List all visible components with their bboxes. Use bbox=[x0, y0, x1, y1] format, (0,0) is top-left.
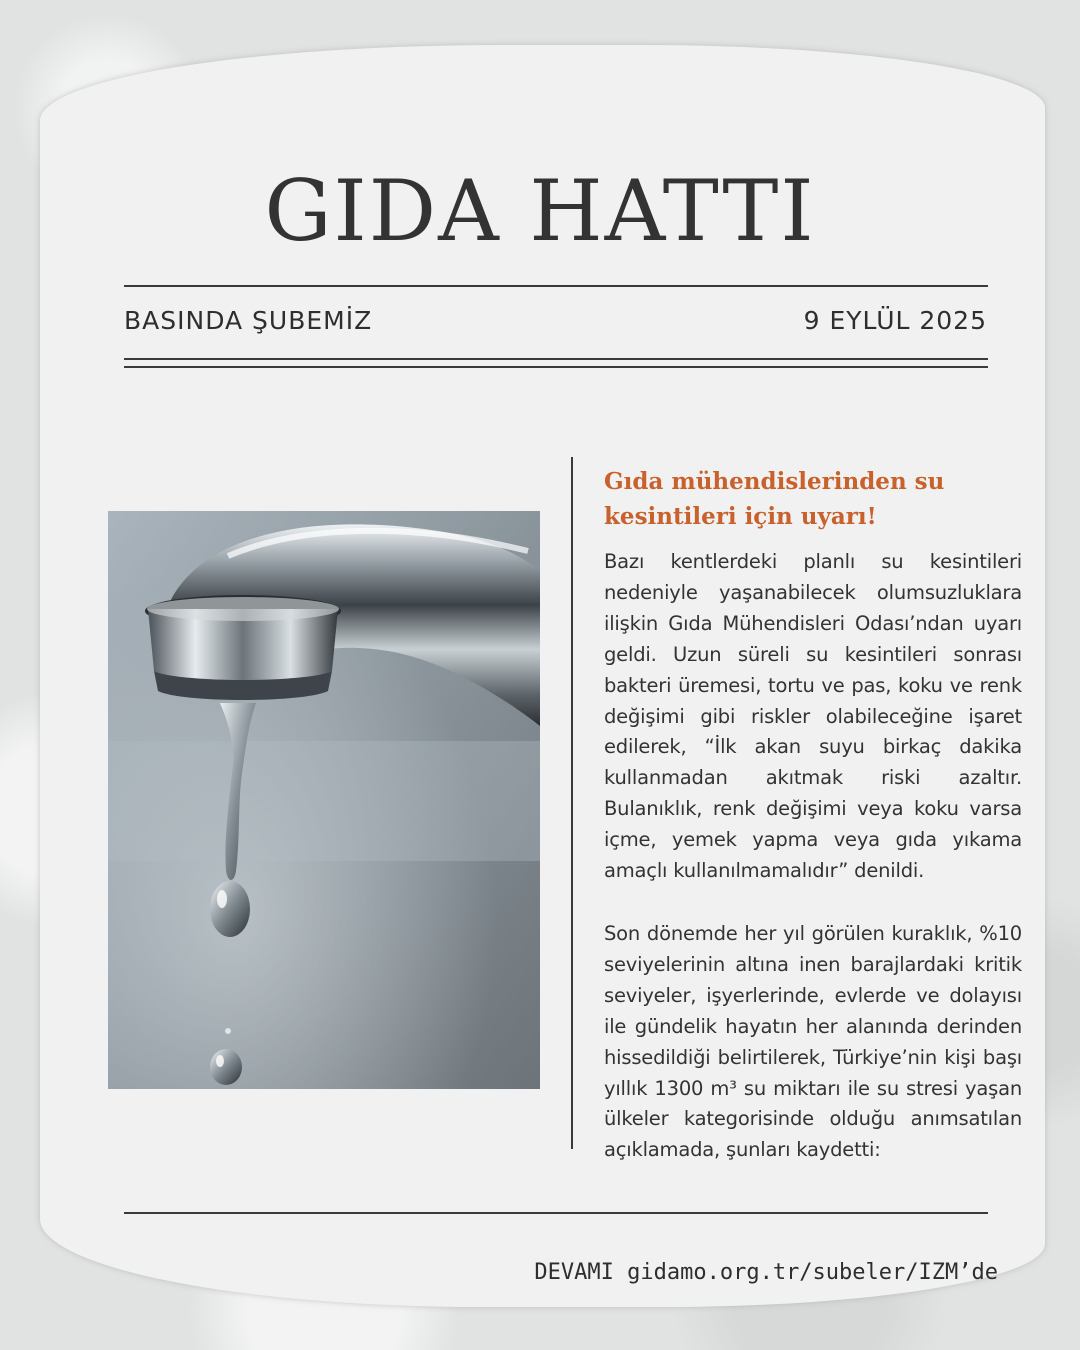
article-paragraph-1: Bazı kentlerdeki planlı su kesintileri nedeniyle yaşanabilecek olumsuzluklara ilişkin Gıda Mühendisleri Odası’ndan uyarı geldi. Uzun süreli su kesintileri sonrası bakteri üremesi, tortu ve pas, koku ve renk değişimi gibi riskler olabileceğine işaret edilerek, “İlk akan suyu birkaç dakika kullanmadan akıtmak riski azaltır. Bulanıklık, renk değişimi veya koku varsa içme, yemek yapma veya gıda yıkama amaçlı kullanılmamalıdır” denildi. bbox=[604, 550, 1022, 883]
masthead-bottom-rule-2 bbox=[124, 366, 988, 368]
continue-reading-link[interactable]: DEVAMI gidamo.org.tr/subeler/IZM’de bbox=[534, 1260, 998, 1285]
masthead-bottom-rule-1 bbox=[124, 358, 988, 360]
article-headline: Gıda mühendislerinden su kesintileri için uyarı! bbox=[604, 468, 945, 530]
footer-rule bbox=[124, 1212, 988, 1214]
column-divider bbox=[571, 457, 573, 1149]
section-label: BASINDA ŞUBEMİZ bbox=[124, 306, 373, 335]
masthead-top-rule bbox=[124, 285, 988, 287]
faucet-dripping-water-photo bbox=[108, 511, 540, 1089]
article-paragraph-2: Son dönemde her yıl görülen kuraklık, %10 seviyelerinin altına inen barajlardaki kritik seviyeler, işyerlerinde, evlerde ve dolayısı ile gündelik hayatın her alanında derinden hissedildiği belirtilerek, Türkiye’nin kişi başı yıllık 1300 m³ su miktarı ile su stresi yaşan ülkeler kategorisinde olduğu anımsatılan açıklamada, şunları kaydetti: bbox=[604, 922, 1022, 1162]
masthead-title: GIDA HATTI bbox=[264, 162, 816, 260]
issue-date: 9 EYLÜL 2025 bbox=[803, 306, 987, 335]
